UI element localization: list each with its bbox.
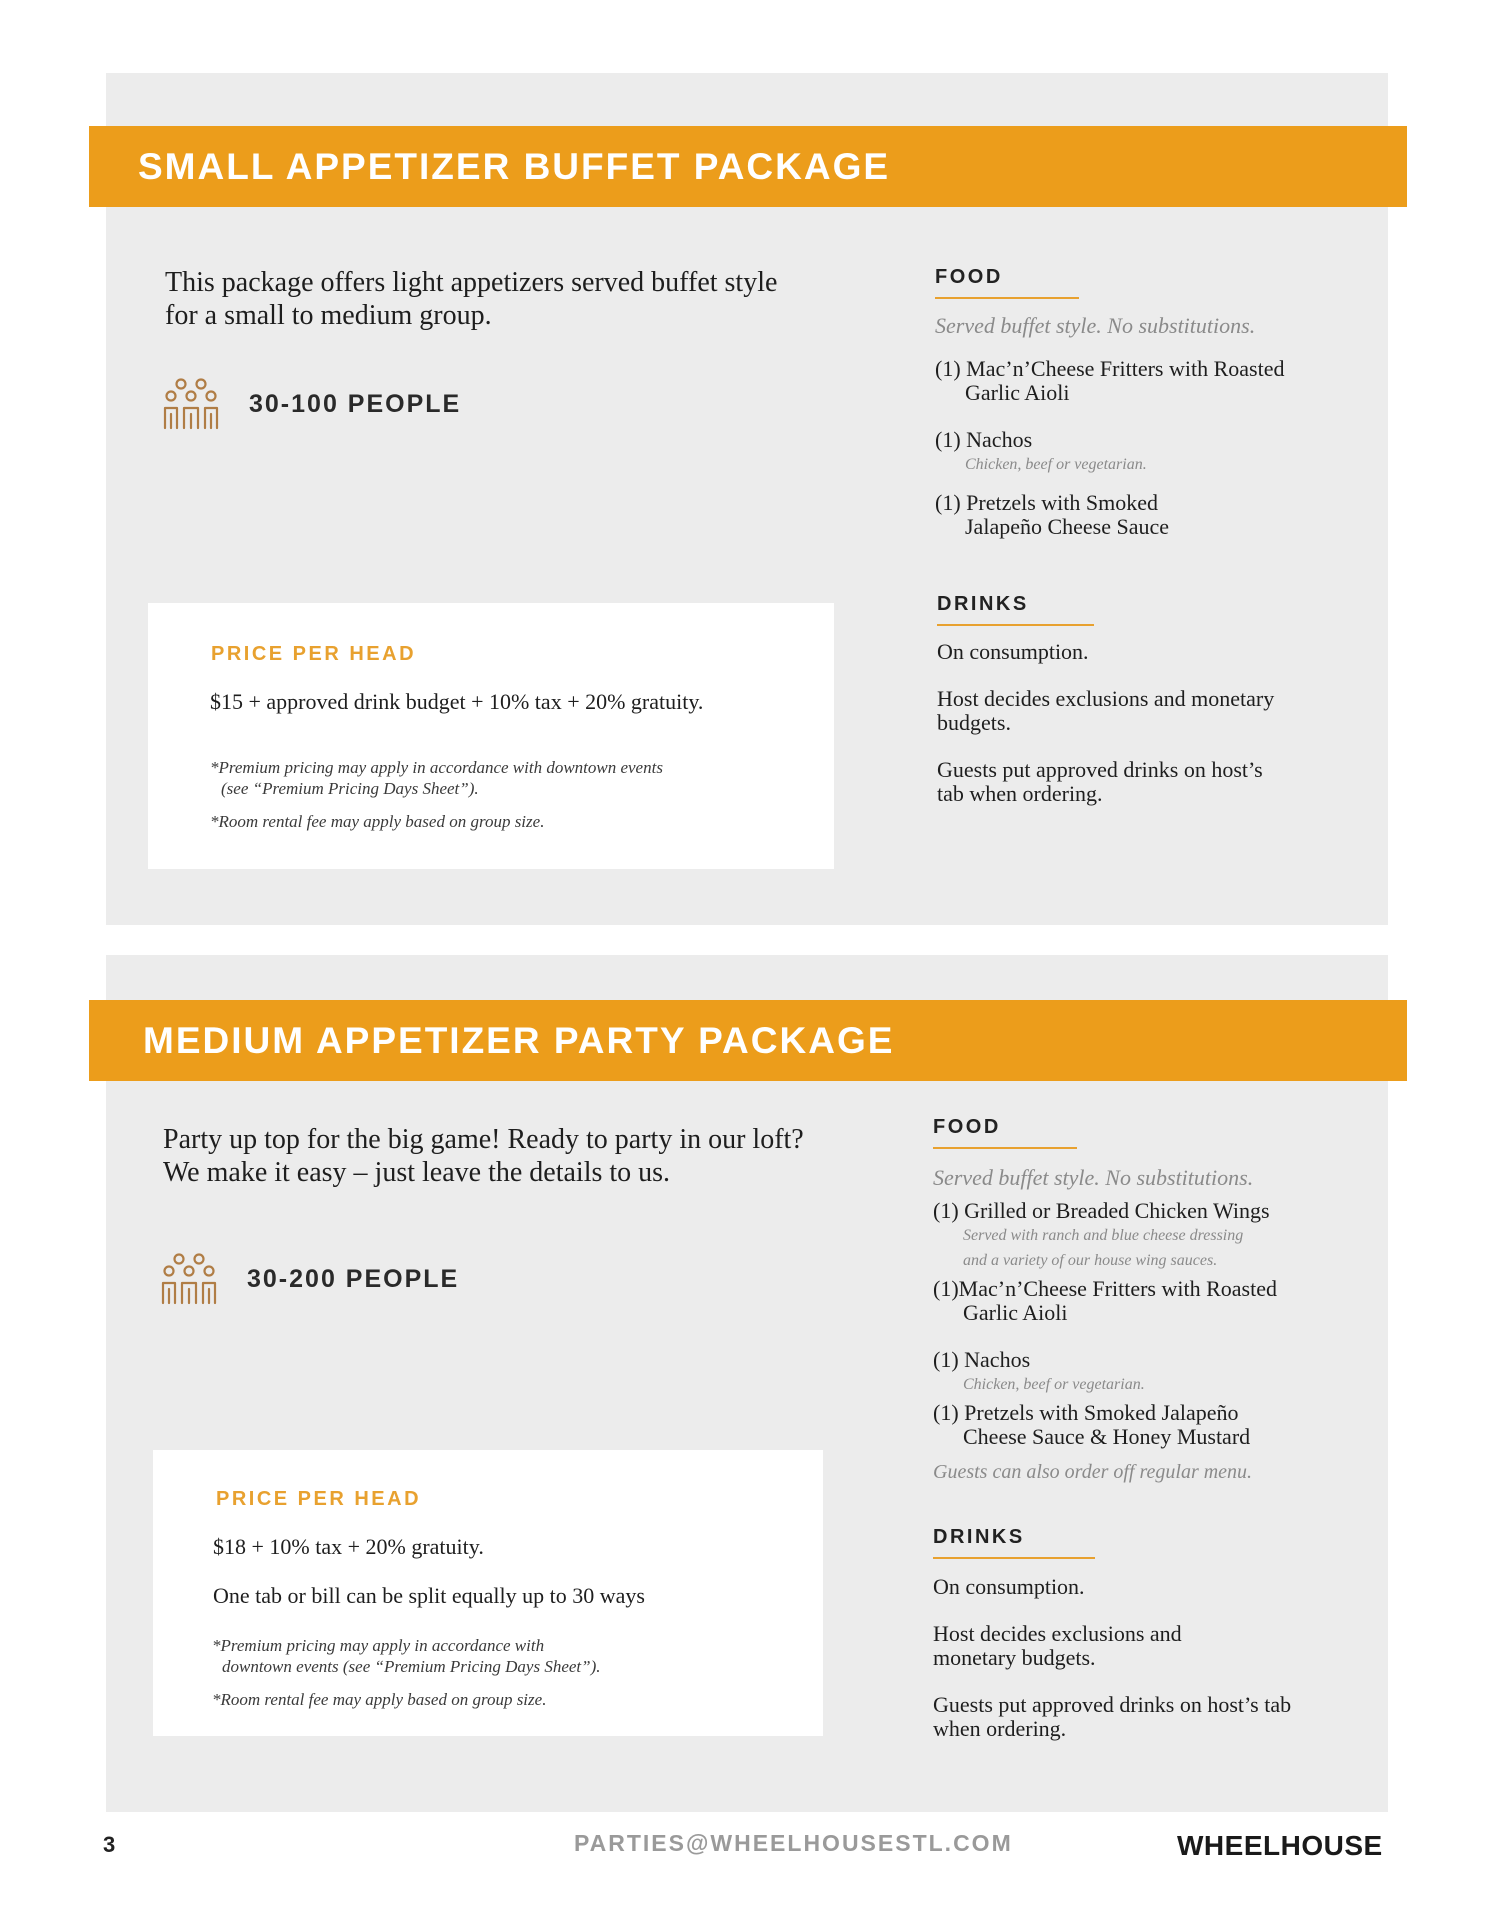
contact-email[interactable]: PARTIES@WHEELHOUSESTL.COM	[574, 1830, 1013, 1856]
package-intro: Party up top for the big game! Ready to party in our loft? We make it easy – just leave the details to us.	[163, 1124, 804, 1188]
room-rental-note: *Room rental fee may apply based on group size.	[212, 1690, 547, 1709]
food-item: (1) Pretzels with Smoked Jalapeño Cheese Sauce	[935, 490, 1170, 539]
food-item: (1)Mac’n’Cheese Fritters with Roasted Garlic Aioli	[933, 1276, 1277, 1325]
price-title: PRICE PER HEAD	[211, 643, 417, 665]
food-column	[933, 1116, 1373, 1484]
package-title-banner	[89, 126, 1407, 207]
drinks-line: Guests put approved drinks on host’s tab when ordering.	[933, 1692, 1292, 1741]
brand-logo: WHEELHOUSE	[1177, 1830, 1383, 1861]
price-box	[153, 1450, 823, 1736]
package-title-banner	[89, 1000, 1407, 1081]
package-intro: This package offers light appetizers served buffet style for a small to medium group.	[165, 267, 778, 331]
food-item-note: Chicken, beef or vegetarian.	[963, 1376, 1145, 1393]
food-item-note: Served with ranch and blue cheese dressing and a variety of our house wing sauces.	[963, 1227, 1244, 1269]
page-number: 3	[103, 1832, 116, 1857]
food-heading: FOOD	[935, 266, 1079, 299]
drinks-line: Host decides exclusions and monetary budgets.	[933, 1621, 1182, 1670]
food-item-note: Chicken, beef or vegetarian.	[965, 456, 1147, 473]
drinks-line: On consumption.	[933, 1574, 1085, 1599]
premium-pricing-note: *Premium pricing may apply in accordance with downtown events (see “Premium Pricing Days Sheet”).	[210, 758, 663, 798]
price-line: $15 + approved drink budget + 10% tax + 20% gratuity.	[210, 689, 704, 714]
group-size	[163, 378, 461, 430]
food-item: (1) Nachos	[935, 427, 1033, 452]
drinks-line: On consumption.	[937, 639, 1089, 664]
food-heading: FOOD	[933, 1116, 1077, 1149]
people-group-icon	[163, 378, 219, 430]
food-column	[935, 266, 1355, 539]
food-item: (1) Mac’n’Cheese Fritters with Roasted Garlic Aioli	[935, 356, 1285, 405]
premium-pricing-note: *Premium pricing may apply in accordance with downtown events (see “Premium Pricing Days Sheet”).	[212, 1636, 601, 1676]
price-box	[148, 603, 834, 869]
drinks-heading: DRINKS	[933, 1526, 1095, 1559]
food-subtitle: Served buffet style. No substitutions.	[935, 313, 1256, 338]
food-subtitle: Served buffet style. No substitutions.	[933, 1165, 1254, 1190]
group-size-label: 30-100 PEOPLE	[249, 389, 462, 418]
drinks-column	[933, 1526, 1373, 1741]
drinks-line: Guests put approved drinks on host’s tab when ordering.	[937, 757, 1263, 806]
drinks-heading: DRINKS	[937, 593, 1094, 626]
food-item: (1) Nachos	[933, 1347, 1031, 1372]
group-size	[161, 1253, 459, 1305]
price-line: $18 + 10% tax + 20% gratuity.	[213, 1534, 484, 1559]
drinks-column	[937, 593, 1357, 806]
package-title: SMALL APPETIZER BUFFET PACKAGE	[138, 145, 891, 187]
food-item: (1) Grilled or Breaded Chicken Wings	[933, 1198, 1270, 1223]
people-group-icon	[161, 1253, 217, 1305]
price-title: PRICE PER HEAD	[216, 1488, 422, 1510]
food-footnote: Guests can also order off regular menu.	[933, 1461, 1253, 1483]
food-item: (1) Pretzels with Smoked Jalapeño Cheese Sauce & Honey Mustard	[933, 1400, 1251, 1449]
package-title: MEDIUM APPETIZER PARTY PACKAGE	[143, 1019, 895, 1061]
drinks-line: Host decides exclusions and monetary budgets.	[937, 686, 1275, 735]
room-rental-note: *Room rental fee may apply based on group size.	[210, 812, 545, 831]
split-bill-line: One tab or bill can be split equally up to 30 ways	[213, 1583, 645, 1608]
group-size-label: 30-200 PEOPLE	[247, 1264, 460, 1293]
